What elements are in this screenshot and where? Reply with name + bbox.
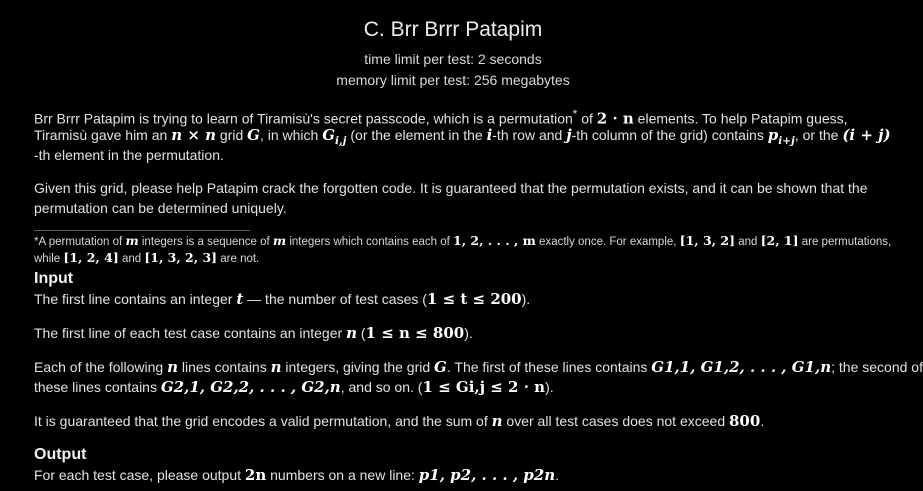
statement-line-2: Tiramisù gave him an n × n grid G, in which $G_{i,j}$ (or the element in the i-th row and j-th column of the grid) contains $p_{i+j}$, or the (i + j) (34, 126, 891, 147)
math-row-1: G1,1, G1,2, . . . , G1,n (651, 358, 832, 376)
input-line-2: The first line of each test case contains an integer n (1 ≤ n ≤ 800). (34, 324, 473, 342)
input-heading: Input (34, 270, 74, 287)
memory-limit: memory limit per test: 256 megabytes (336, 72, 570, 88)
output-line-1: For each test case, please output 2n numbers on a new line: p1, p2, . . . , p2n. (34, 466, 560, 484)
time-limit: time limit per test: 2 seconds (364, 51, 542, 67)
math-grid-g: G (247, 126, 260, 144)
input-line-3: Each of the following n lines contains n integers, giving the grid G. The first of these lines contains G1,1, G1,2, . . . , G1,n; the second of (34, 358, 923, 376)
input-line-4: these lines contains G2,1, G2,2, . . . , G2,n, and so on. (1 ≤ Gi,j ≤ 2 · n). (34, 378, 554, 396)
math-i-plus-j: (i + j) (842, 126, 891, 144)
output-heading: Output (34, 446, 87, 463)
math-n-by-n: n × n (171, 126, 217, 144)
statement-p2-line-2: permutation can be determined uniquely. (34, 200, 287, 216)
math-row-2: G2,1, G2,2, . . . , G2,n (160, 378, 341, 396)
statement-line-1: Brr Brrr Patapim is trying to learn of Tiramisù's secret passcode, which is a permutation* of 2 · n elements. To help Patapim guess, (34, 108, 848, 128)
input-line-1: The first line contains an integer t — the number of test cases (1 ≤ t ≤ 200). (34, 290, 531, 308)
math-p-ipj: $p_{i+j}$ (767, 126, 795, 147)
math-j: j (566, 126, 572, 144)
input-line-5: It is guaranteed that the grid encodes a valid permutation, and the sum of n over all test cases does not exceed 800. (34, 412, 765, 430)
math-g-ij: $G_{i,j}$ (322, 126, 347, 147)
math-two-n: 2 · n (596, 109, 634, 128)
statement-line-3: -th element in the permutation. (34, 147, 224, 163)
footnote-divider (34, 230, 250, 231)
footnote-line-2: while [1, 2, 4] and [1, 3, 2, 3] are not. (34, 250, 260, 265)
problem-title: C. Brr Brrr Patapim (363, 18, 543, 41)
footnote-mark: * (572, 108, 578, 121)
statement-p2-line-1: Given this grid, please help Patapim crack the forgotten code. It is guaranteed that the permutation exists, and it can be shown that the (34, 180, 868, 196)
footnote-line-1: *A permutation of m integers is a sequence of m integers which contains each of 1, 2, . . . , m exactly once. For example, [1, 3, 2] and [2, 1] are permutations, (34, 233, 892, 248)
math-i: i (486, 126, 493, 144)
